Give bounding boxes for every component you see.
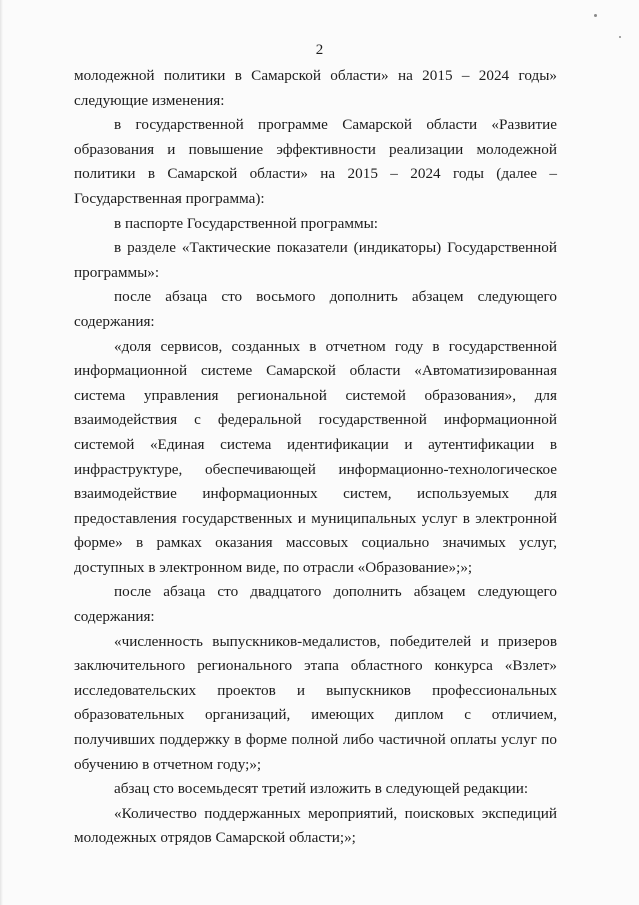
paragraph: абзац сто восемьдесят третий изложить в следующей редакции: [114,780,529,798]
paragraph: в государственной программе Самарской области «Развитие образования и повышение эффективности реализации молодежной политики в Самарской области» на 2015 – 2024 годы (далее – Государственная программа): [74,116,557,207]
paragraph: «доля сервисов, созданных в отчетном году в государственной информационной системе Самарской области «Автоматизированная система управления региональной системой образования», для взаимодействия с федеральной государственной информационной системой «Единая система идентификации и аутентификации в инфраструктуре, обеспечивающей информационно-технологическое взаимодействие информационных систем, используемых для предоставления государственных и муниципальных услуг в электронной форме» в рамках оказания массовых социально значимых услуг, доступных в электронном виде, по отрасли «Образование»;»; [74,337,557,576]
paragraph: после абзаца сто восьмого дополнить абзацем следующего содержания: [74,288,557,330]
paragraph: в паспорте Государственной программы: [114,214,379,232]
paragraph: после абзаца сто двадцатого дополнить абзацем следующего содержания: [74,583,557,626]
scan-edge-shadow [0,0,3,905]
scan-speck [594,14,597,17]
scan-speck [619,36,621,38]
document-body [74,64,557,851]
paragraph: молодежной политики в Самарской области» на 2015 – 2024 годы» следующие изменения: [74,67,557,109]
paragraph: в разделе «Тактические показатели (индикаторы) Государственной программы»: [74,239,557,281]
paragraph: «численность выпускников-медалистов, победителей и призеров заключительного регионального этапа областного конкурса «Взлет» исследовательских проектов и выпускников профессиональных образовательных организаций, имеющих диплом с отличием, получивших поддержку в форме полной либо частичной оплаты услуг по обучению в отчетном году;»; [74,632,557,773]
page-number: 2 [315,42,324,58]
paragraph: «Количество поддержанных мероприятий, поисковых экспедиций молодежных отрядов Самарской области;»; [74,804,557,847]
